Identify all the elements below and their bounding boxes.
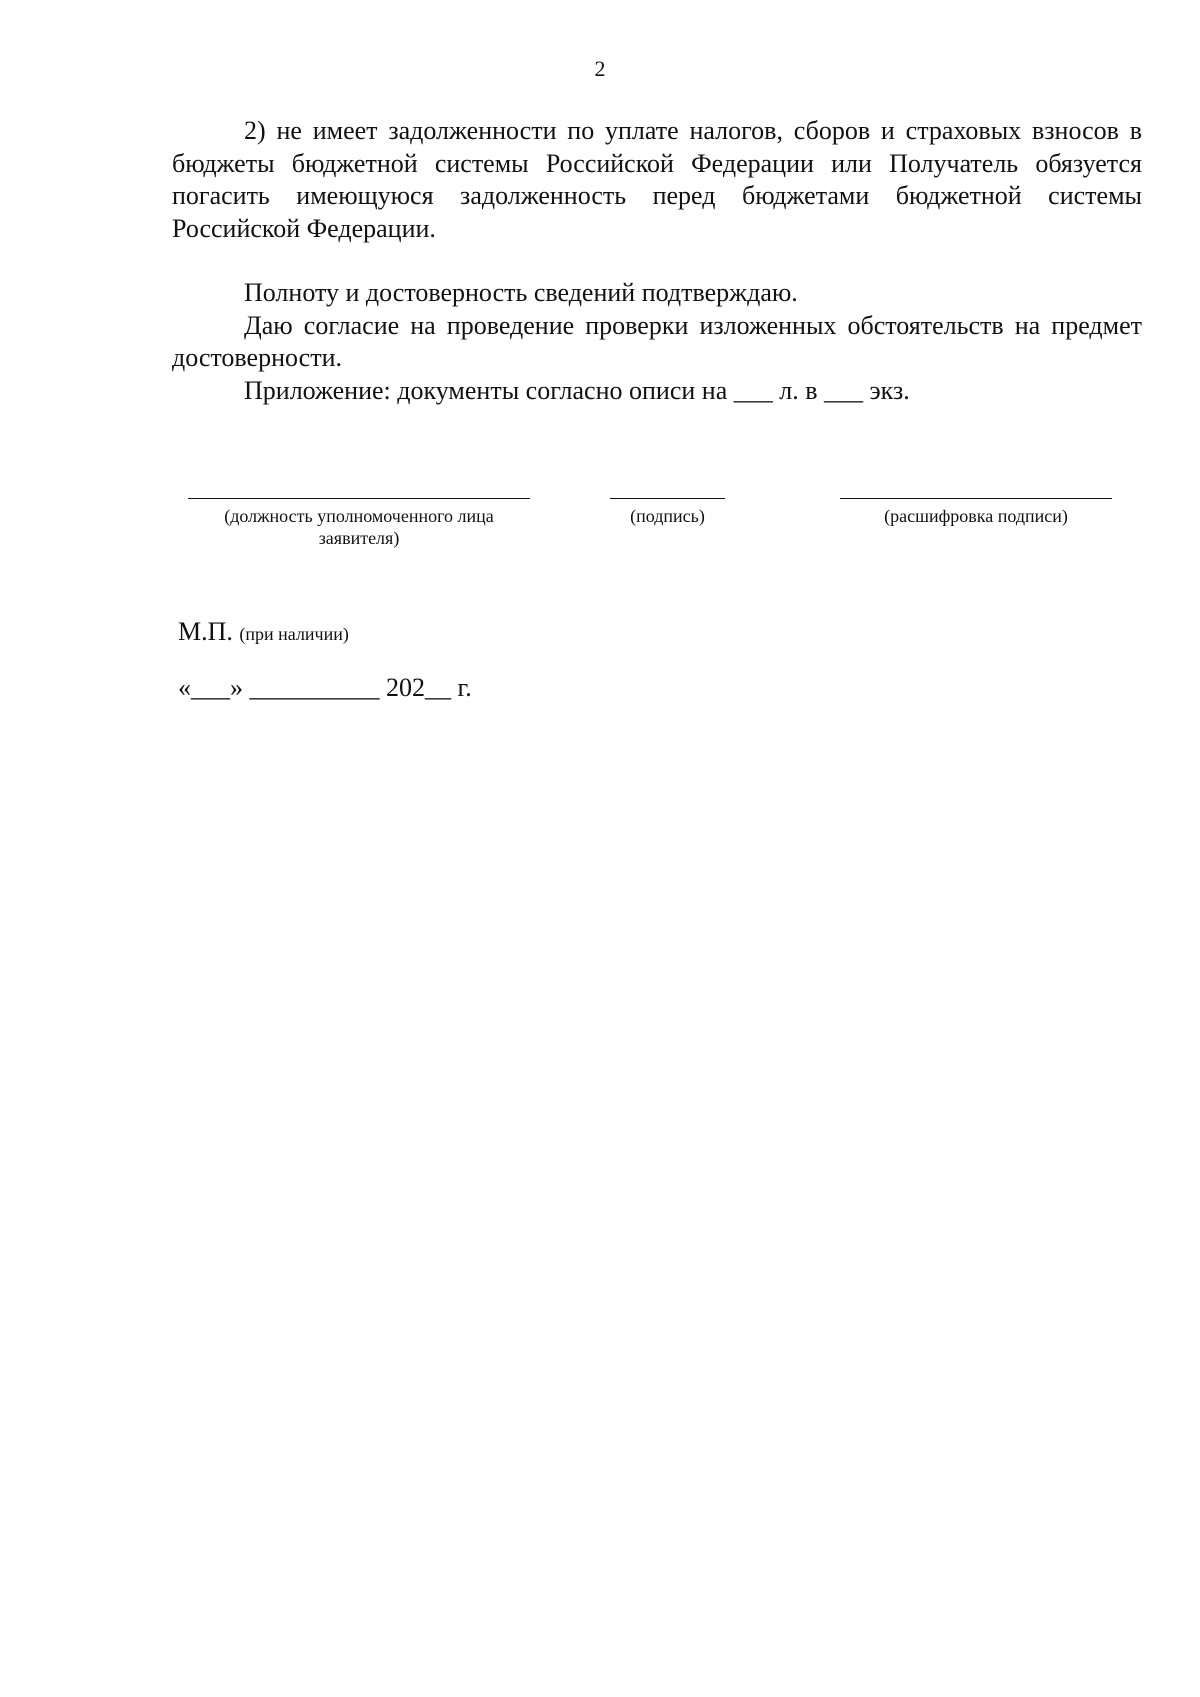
position-field (188, 498, 530, 549)
stamp-note: (при наличии) (239, 624, 349, 644)
stamp-label: М.П. (178, 617, 233, 646)
paragraph-confirmation: Полноту и достоверность сведений подтверждаю. (244, 278, 798, 307)
signature-block (0, 498, 1200, 588)
stamp-line (178, 617, 349, 647)
paragraph-gap (172, 245, 1142, 277)
main-text (172, 115, 1142, 407)
paragraph-attachment: Приложение: документы согласно описи на ___ л. в ___ экз. (244, 375, 910, 405)
paragraph-consent: Даю согласие на проведение проверки изложенных обстоятельств на предмет достоверности. (172, 310, 1142, 372)
signature-field (610, 498, 725, 527)
position-signature-line (188, 498, 530, 499)
decoding-signature-line (840, 498, 1112, 499)
signature-caption: (подпись) (630, 506, 705, 526)
page-number: 2 (594, 56, 606, 81)
paragraph-debt-status: 2) не имеет задолженности по уплате налогов, сборов и страховых взносов в бюджеты бюджетной системы Российской Федерации или Получатель обязуется погасить имеющуюся задолженность перед бюджетами бюджетной системы Российской Федерации. (172, 116, 1142, 243)
signature-line (610, 498, 725, 499)
position-caption: (должность уполномоченного лица заявителя) (224, 506, 494, 548)
decoding-caption: (расшифровка подписи) (884, 506, 1068, 526)
decoding-field (840, 498, 1112, 527)
date-line: «___» __________ 202__ г. (178, 673, 472, 702)
